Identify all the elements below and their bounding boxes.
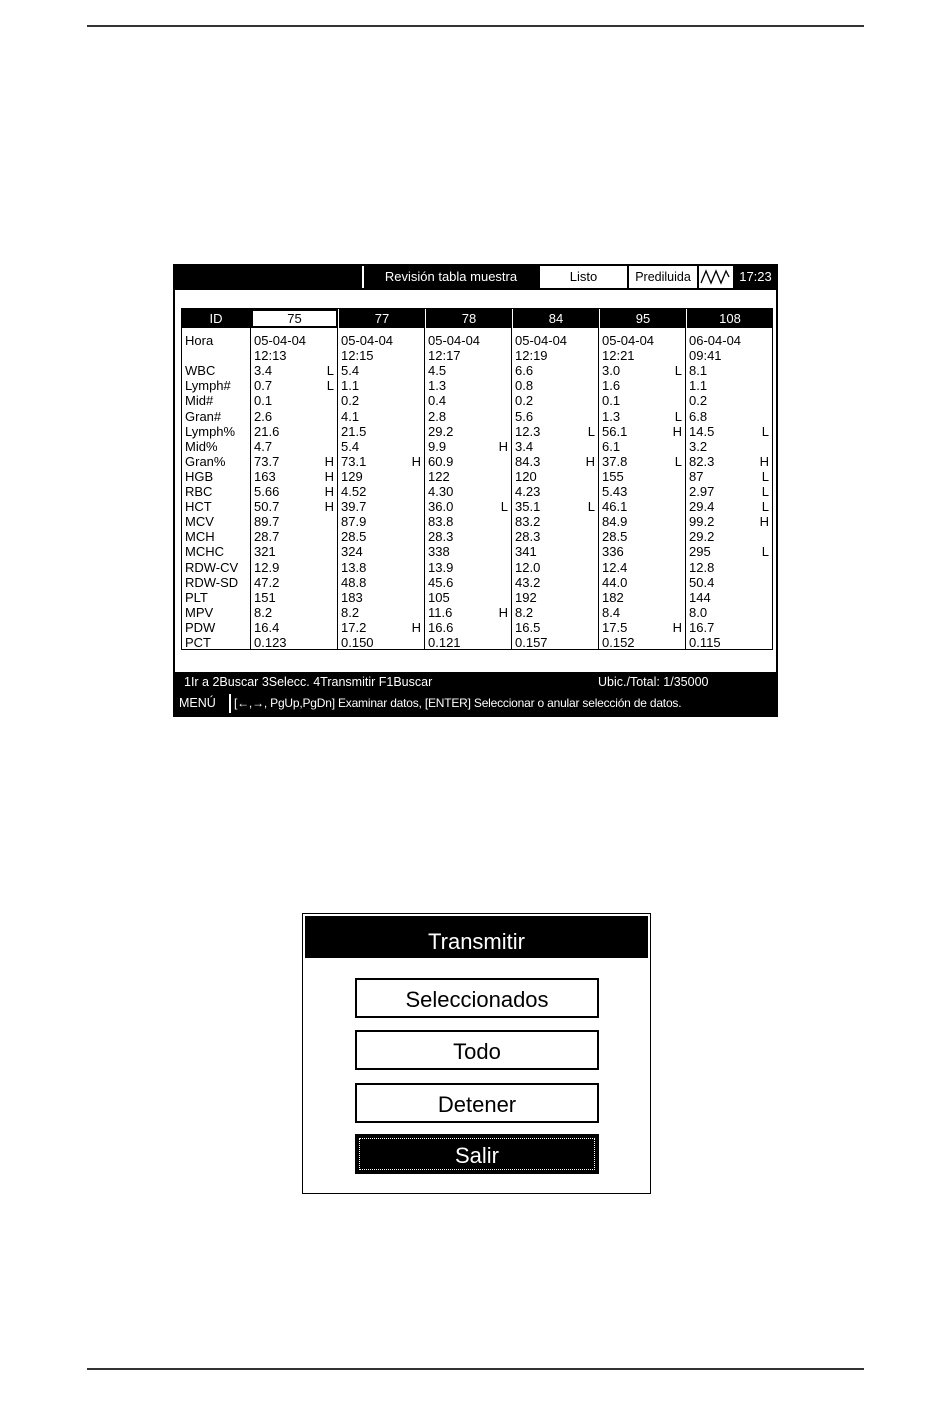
param-label: RBC [185,484,213,499]
result-value: 5.43 [602,484,628,499]
result-value: 73.1 [341,453,367,469]
result-value: 122 [428,468,450,484]
result-value: 0.157 [515,635,548,650]
menu-button[interactable]: MENÚ [179,696,216,710]
result-value: 2.97 [689,484,715,499]
result-value: 8.2 [254,604,273,620]
result-value: 50.7 [254,499,280,515]
param-label: MPV [185,604,214,620]
result-value: 3.4 [515,438,534,454]
result-value: 4.7 [254,438,273,454]
sample-date: 05-04-04 [428,333,481,348]
result-value: 3.4 [254,363,273,379]
stop-button[interactable]: Detener [355,1083,599,1123]
result-flag: L [326,378,334,394]
result-value: 1.6 [602,378,621,394]
shortcut-bar [175,672,776,692]
result-value: 2.6 [254,408,273,424]
param-label: Lymph# [185,378,231,394]
sample-date: 05-04-04 [254,333,307,348]
sample-id-header[interactable]: 77 [339,309,425,328]
result-value: 28.3 [428,529,454,545]
param-label: RDW-SD [185,574,239,590]
result-value: 12.4 [602,559,628,575]
result-value: 0.1 [602,393,621,409]
result-value: 1.1 [689,378,708,394]
hint-bar [175,692,776,715]
dialog-title: Transmitir [305,916,648,958]
param-label: Gran# [185,408,222,424]
result-value: 13.9 [428,559,454,575]
sample-column[interactable] [598,309,686,649]
result-value: 87 [689,468,704,484]
result-value: 9.9 [428,438,447,454]
result-value: 0.115 [689,635,721,650]
result-value: 37.8 [602,453,628,469]
result-flag: L [761,423,769,439]
result-flag: H [324,499,334,515]
result-flag: L [761,544,769,560]
result-flag: H [672,423,682,439]
result-value: 5.4 [341,363,360,379]
results-table [181,308,773,650]
transmit-dialog [302,913,651,1194]
location-counter: Ubic./Total: 1/35000 [598,675,709,689]
result-value: 105 [428,589,450,605]
result-value: 21.6 [254,423,280,439]
result-value: 35.1 [515,499,541,515]
result-value: 4.23 [515,484,541,499]
result-value: 5.66 [254,484,280,499]
sample-column[interactable] [424,309,512,649]
result-value: 5.6 [515,408,534,424]
param-label: HGB [185,468,214,484]
result-value: 6.6 [515,363,534,379]
menu-divider [229,694,231,713]
sample-time: 12:19 [515,348,548,364]
result-value: 99.2 [689,514,715,530]
result-value: 336 [602,544,624,560]
result-value: 12.3 [515,423,541,439]
bottom-rule [87,1368,864,1370]
title-bar [175,266,776,290]
id-header: ID [182,309,250,328]
result-flag: H [324,484,334,499]
result-value: 4.52 [341,484,367,499]
result-value: 8.0 [689,604,708,620]
result-value: 29.4 [689,499,715,515]
result-value: 8.2 [341,604,360,620]
sample-id-header[interactable]: 78 [426,309,512,328]
result-value: 60.9 [428,453,454,469]
result-flag: H [498,438,508,454]
result-value: 17.2 [341,619,367,635]
result-value: 1.1 [341,378,360,394]
exit-button[interactable]: Salir [355,1134,599,1174]
param-label: HCT [185,499,212,515]
result-value: 84.9 [602,514,628,530]
label-column [182,309,250,649]
result-flag: L [587,499,595,515]
result-value: 295 [689,544,711,560]
result-value: 12.9 [254,559,280,575]
result-flag: L [761,468,769,484]
result-flag: H [411,619,421,635]
param-label: MCH [185,529,215,545]
result-value: 321 [254,544,276,560]
result-value: 0.4 [428,393,447,409]
result-value: 8.4 [602,604,621,620]
result-value: 6.1 [602,438,621,454]
param-label: PDW [185,619,216,635]
sample-column[interactable] [250,309,338,649]
result-flag: H [672,619,682,635]
result-value: 151 [254,589,276,605]
result-value: 8.1 [689,363,708,379]
result-flag: L [674,408,682,424]
result-value: 16.5 [515,619,541,635]
result-value: 43.2 [515,574,541,590]
waveform-icon [697,266,731,288]
param-label: MCV [185,514,214,530]
result-value: 341 [515,544,537,560]
sample-time: 09:41 [689,348,722,364]
result-value: 16.7 [689,619,715,635]
result-value: 13.8 [341,559,367,575]
result-value: 4.5 [428,363,447,379]
param-label: WBC [185,363,216,379]
sample-table-screen [173,264,778,717]
result-value: 120 [515,468,537,484]
result-value: 45.6 [428,574,454,590]
mode-label: Prediluida [627,266,697,288]
result-value: 14.5 [689,423,715,439]
result-value: 182 [602,589,624,605]
result-value: 17.5 [602,619,628,635]
sample-id-header[interactable]: 108 [687,309,773,328]
result-value: 0.121 [428,635,461,650]
result-flag: L [587,423,595,439]
result-value: 82.3 [689,453,715,469]
key-hint: [←,→, PgUp,PgDn] Examinar datos, [ENTER] Seleccionar o anular selección de datos. [234,696,682,710]
result-value: 0.1 [254,393,273,409]
result-value: 3.0 [602,363,621,379]
result-flag: L [500,499,508,515]
result-value: 84.3 [515,453,541,469]
result-value: 4.1 [341,408,360,424]
result-value: 48.8 [341,574,367,590]
sample-column[interactable] [337,309,425,649]
result-value: 144 [689,589,711,605]
result-value: 44.0 [602,574,628,590]
title-bar-blank [175,266,362,288]
result-value: 12.8 [689,559,715,575]
result-value: 16.6 [428,619,454,635]
result-flag: L [674,363,682,379]
sample-date: 06-04-04 [689,333,742,348]
param-label: PCT [185,635,211,650]
shortcut-keys: 1Ir a 2Buscar 3Selecc. 4Transmitir F1Buscar [184,675,433,689]
result-value: 39.7 [341,499,367,515]
result-value: 16.4 [254,619,280,635]
result-value: 83.8 [428,514,454,530]
result-value: 73.7 [254,453,280,469]
status-label: Listo [538,266,627,288]
result-value: 21.5 [341,423,367,439]
result-value: 12.0 [515,559,541,575]
sample-date: 05-04-04 [602,333,655,348]
result-value: 338 [428,544,450,560]
result-value: 89.7 [254,514,280,530]
sample-time: 12:15 [341,348,374,364]
param-label: PLT [185,589,208,605]
sample-time: 12:13 [254,348,287,364]
result-value: 0.150 [341,635,374,650]
param-label: Lymph% [185,423,236,439]
sample-id-header[interactable]: 95 [600,309,686,328]
result-value: 28.5 [602,529,628,545]
result-flag: L [761,499,769,515]
result-value: 6.8 [689,408,708,424]
result-value: 324 [341,544,363,560]
result-flag: L [761,484,769,499]
param-label: Mid# [185,393,214,409]
sample-date: 05-04-04 [341,333,394,348]
result-value: 4.30 [428,484,454,499]
result-value: 28.7 [254,529,280,545]
result-value: 28.5 [341,529,367,545]
result-value: 28.3 [515,529,541,545]
param-label: Mid% [185,438,218,454]
result-value: 1.3 [428,378,447,394]
sample-id-header[interactable]: 75 [251,309,338,328]
result-value: 29.2 [689,529,715,545]
result-value: 8.2 [515,604,534,620]
result-value: 5.4 [341,438,360,454]
result-value: 47.2 [254,574,280,590]
result-value: 87.9 [341,514,367,530]
result-flag: L [674,453,682,469]
result-value: 46.1 [602,499,628,515]
result-value: 0.2 [341,393,360,409]
sample-time: 12:17 [428,348,461,364]
screen-title: Revisión tabla muestra [362,266,538,288]
result-value: 0.123 [254,635,287,650]
result-value: 56.1 [602,423,628,439]
result-value: 36.0 [428,499,454,515]
clock: 17:23 [731,266,778,288]
result-value: 129 [341,468,363,484]
param-label: Gran% [185,453,226,469]
result-flag: H [324,468,334,484]
result-value: 29.2 [428,423,454,439]
result-flag: H [324,453,334,469]
result-value: 11.6 [428,604,453,620]
result-flag: H [498,604,508,620]
result-value: 83.2 [515,514,541,530]
selected-button[interactable]: Seleccionados [355,978,599,1018]
sample-id-header[interactable]: 84 [513,309,599,328]
sample-date: 05-04-04 [515,333,568,348]
result-flag: H [759,453,769,469]
sample-column[interactable] [685,309,773,649]
result-flag: H [759,514,769,530]
result-value: 155 [602,468,624,484]
all-button[interactable]: Todo [355,1030,599,1070]
result-value: 163 [254,468,276,484]
result-value: 2.8 [428,408,447,424]
result-value: 0.2 [515,393,534,409]
param-label: MCHC [185,544,224,560]
result-value: 0.152 [602,635,635,650]
result-flag: H [411,453,421,469]
result-value: 183 [341,589,363,605]
result-flag: H [585,453,595,469]
param-label: RDW-CV [185,559,239,575]
result-value: 0.8 [515,378,534,394]
result-flag: L [326,363,334,379]
result-value: 1.3 [602,408,621,424]
top-rule [87,25,864,27]
result-value: 192 [515,589,537,605]
sample-column[interactable] [511,309,599,649]
sample-time: 12:21 [602,348,635,364]
result-value: 0.7 [254,378,273,394]
result-value: 50.4 [689,574,715,590]
param-label: Hora [185,333,214,348]
result-value: 3.2 [689,438,708,454]
result-value: 0.2 [689,393,708,409]
